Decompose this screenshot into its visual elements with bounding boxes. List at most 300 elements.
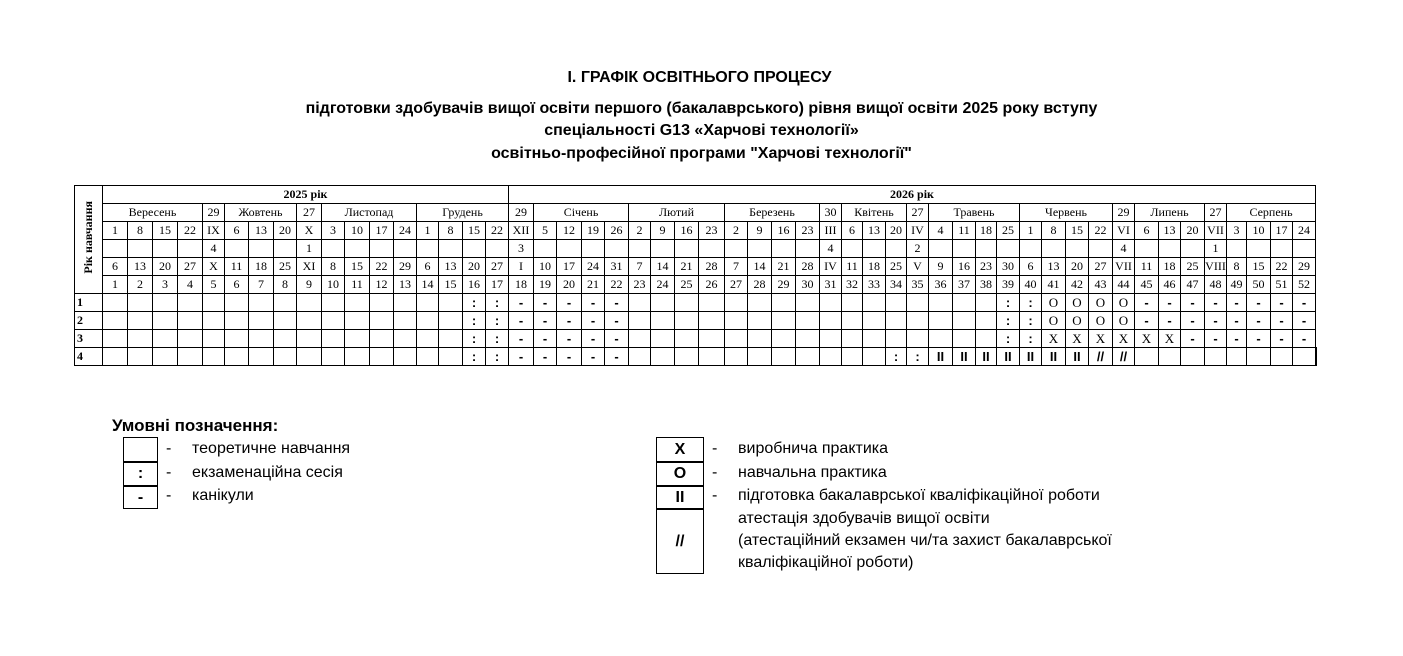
schedule-cell: - xyxy=(1293,312,1316,330)
week-end-day: 8 xyxy=(322,258,345,276)
week-number: 17 xyxy=(486,276,509,294)
month-transition-day: 30 xyxy=(820,204,842,222)
week-transition-days xyxy=(486,240,509,258)
schedule-cell: : xyxy=(1020,294,1042,312)
year-2026: 2026 рік xyxy=(509,186,1316,204)
week-number: 35 xyxy=(907,276,929,294)
schedule-cell xyxy=(128,312,153,330)
schedule-cell xyxy=(394,294,417,312)
month-name: Травень xyxy=(929,204,1020,222)
schedule-cell xyxy=(439,330,463,348)
schedule-cell xyxy=(675,330,699,348)
schedule-cell: - xyxy=(1271,330,1293,348)
week-transition-days xyxy=(886,240,907,258)
schedule-cell: - xyxy=(509,330,534,348)
week-start-day: 4 xyxy=(929,222,953,240)
schedule-cell xyxy=(417,312,439,330)
schedule-cell: X xyxy=(1042,330,1066,348)
schedule-cell: : xyxy=(1020,312,1042,330)
legend-symbol-training: О xyxy=(656,462,704,486)
week-start-day: 9 xyxy=(748,222,772,240)
week-start-day: 1 xyxy=(1020,222,1042,240)
week-number: 30 xyxy=(796,276,820,294)
week-transition-days xyxy=(929,240,953,258)
schedule-cell xyxy=(796,348,820,366)
schedule-cell xyxy=(225,348,249,366)
schedule-cell xyxy=(1293,348,1316,366)
week-transition-days xyxy=(417,240,439,258)
schedule-cell: II xyxy=(1020,348,1042,366)
schedule-cell xyxy=(1159,348,1181,366)
week-number: 28 xyxy=(748,276,772,294)
week-start-day: X xyxy=(297,222,322,240)
schedule-cell xyxy=(651,348,675,366)
schedule-cell xyxy=(796,312,820,330)
week-number: 3 xyxy=(153,276,178,294)
study-year-label: 2 xyxy=(75,312,103,330)
week-start-day: 6 xyxy=(225,222,249,240)
week-start-day: 18 xyxy=(976,222,997,240)
week-transition-days: 4 xyxy=(203,240,225,258)
week-number: 21 xyxy=(582,276,605,294)
week-end-day: 10 xyxy=(534,258,557,276)
week-transition-days: 1 xyxy=(297,240,322,258)
legend-text-attestation-detail-end: кваліфікаційної роботи) xyxy=(738,554,914,571)
schedule-cell xyxy=(796,330,820,348)
study-year-label: 1 xyxy=(75,294,103,312)
schedule-cell xyxy=(675,348,699,366)
schedule-cell xyxy=(651,330,675,348)
week-transition-days: 4 xyxy=(820,240,842,258)
week-number: 7 xyxy=(249,276,274,294)
row-header-label: Рік навчання xyxy=(81,201,95,274)
week-number: 18 xyxy=(509,276,534,294)
schedule-cell xyxy=(249,312,274,330)
week-number: 5 xyxy=(203,276,225,294)
schedule-cell: - xyxy=(557,294,582,312)
week-transition-days xyxy=(699,240,725,258)
schedule-cell xyxy=(203,294,225,312)
schedule-cell xyxy=(417,330,439,348)
week-transition-days xyxy=(463,240,486,258)
schedule-cell xyxy=(225,294,249,312)
schedule-cell xyxy=(1135,348,1159,366)
week-transition-days xyxy=(153,240,178,258)
schedule-cell: : xyxy=(1020,330,1042,348)
month-transition-day: 29 xyxy=(1113,204,1135,222)
schedule-cell xyxy=(249,348,274,366)
schedule-cell: - xyxy=(557,330,582,348)
week-end-day: 7 xyxy=(629,258,651,276)
week-transition-days xyxy=(725,240,748,258)
schedule-cell: - xyxy=(1271,312,1293,330)
legend-text-training: навчальна практика xyxy=(738,464,887,481)
subtitle-level: підготовки здобувачів вищої освіти першого (бакалаврського) рівня вищої освіти 2025 року вступу xyxy=(305,100,1098,117)
week-end-day: 11 xyxy=(225,258,249,276)
week-start-day: 10 xyxy=(1247,222,1271,240)
week-number: 49 xyxy=(1227,276,1247,294)
schedule-cell: - xyxy=(582,294,605,312)
schedule-cell xyxy=(103,294,128,312)
week-end-day: 31 xyxy=(605,258,629,276)
schedule-cell: - xyxy=(1293,330,1316,348)
week-start-day: 22 xyxy=(1089,222,1113,240)
week-number: 24 xyxy=(651,276,675,294)
schedule-cell xyxy=(772,312,796,330)
schedule-cell xyxy=(863,312,886,330)
schedule-cell: : xyxy=(997,294,1020,312)
week-end-day: 7 xyxy=(725,258,748,276)
month-name: Жовтень xyxy=(225,204,297,222)
month-name: Червень xyxy=(1020,204,1113,222)
week-end-day: 11 xyxy=(842,258,863,276)
week-number: 44 xyxy=(1113,276,1135,294)
month-transition-day: 27 xyxy=(907,204,929,222)
week-start-day: 8 xyxy=(439,222,463,240)
schedule-cell: : xyxy=(463,348,486,366)
schedule-cell xyxy=(153,348,178,366)
schedule-cell xyxy=(322,330,345,348)
week-end-day: 6 xyxy=(1020,258,1042,276)
week-end-day: VIII xyxy=(1205,258,1227,276)
week-transition-days: 1 xyxy=(1205,240,1227,258)
schedule-cell xyxy=(1205,348,1227,366)
week-start-day: 8 xyxy=(128,222,153,240)
schedule-cell xyxy=(863,330,886,348)
week-transition-days xyxy=(1135,240,1159,258)
week-end-day: V xyxy=(907,258,929,276)
schedule-cell xyxy=(103,330,128,348)
schedule-cell: O xyxy=(1113,294,1135,312)
schedule-cell: : xyxy=(997,312,1020,330)
schedule-cell: - xyxy=(534,348,557,366)
week-end-day: 21 xyxy=(675,258,699,276)
month-name: Липень xyxy=(1135,204,1205,222)
week-end-day: 17 xyxy=(557,258,582,276)
week-number: 47 xyxy=(1181,276,1205,294)
week-end-day: 11 xyxy=(1135,258,1159,276)
week-transition-days xyxy=(103,240,128,258)
week-start-day: 5 xyxy=(534,222,557,240)
week-end-day: 27 xyxy=(178,258,203,276)
schedule-cell: O xyxy=(1089,294,1113,312)
week-start-day: 3 xyxy=(322,222,345,240)
schedule-cell: - xyxy=(1181,312,1205,330)
week-start-day: 20 xyxy=(886,222,907,240)
schedule-cell xyxy=(417,294,439,312)
week-number: 36 xyxy=(929,276,953,294)
schedule-cell: - xyxy=(582,312,605,330)
schedule-cell xyxy=(297,294,322,312)
week-number: 39 xyxy=(997,276,1020,294)
week-number: 20 xyxy=(557,276,582,294)
week-end-day: IV xyxy=(820,258,842,276)
week-transition-days xyxy=(675,240,699,258)
schedule-cell: - xyxy=(582,348,605,366)
legend-dash: - xyxy=(712,440,718,457)
week-start-day: 2 xyxy=(629,222,651,240)
week-end-day: 13 xyxy=(128,258,153,276)
schedule-cell xyxy=(153,330,178,348)
week-transition-days xyxy=(1247,240,1271,258)
schedule-cell xyxy=(249,294,274,312)
legend-text-theory: теоретичне навчання xyxy=(192,440,351,457)
schedule-cell: O xyxy=(1066,294,1089,312)
month-transition-day: 29 xyxy=(203,204,225,222)
schedule-cell: - xyxy=(1247,294,1271,312)
legend-dash: - xyxy=(712,464,718,481)
week-end-day: 6 xyxy=(103,258,128,276)
schedule-table xyxy=(74,185,1317,366)
schedule-cell xyxy=(203,312,225,330)
schedule-cell: - xyxy=(557,312,582,330)
schedule-cell xyxy=(297,330,322,348)
week-start-day: 1 xyxy=(103,222,128,240)
month-name: Березень xyxy=(725,204,820,222)
schedule-cell: : xyxy=(463,294,486,312)
schedule-cell xyxy=(370,330,394,348)
week-number: 12 xyxy=(370,276,394,294)
schedule-cell: - xyxy=(605,294,629,312)
month-name: Січень xyxy=(534,204,629,222)
week-end-day: 23 xyxy=(976,258,997,276)
month-transition-day: 29 xyxy=(509,204,534,222)
week-start-day: 16 xyxy=(772,222,796,240)
schedule-cell xyxy=(203,348,225,366)
week-end-day: 16 xyxy=(953,258,976,276)
week-transition-days: 3 xyxy=(509,240,534,258)
schedule-cell xyxy=(439,348,463,366)
schedule-cell xyxy=(748,348,772,366)
schedule-cell: X xyxy=(1066,330,1089,348)
week-transition-days xyxy=(1181,240,1205,258)
legend-symbol-theory xyxy=(123,437,158,462)
week-start-day: 19 xyxy=(582,222,605,240)
schedule-cell: II xyxy=(976,348,997,366)
schedule-cell: : xyxy=(463,330,486,348)
schedule-cell: - xyxy=(509,294,534,312)
schedule-cell: - xyxy=(1227,312,1247,330)
week-number: 45 xyxy=(1135,276,1159,294)
week-number: 10 xyxy=(322,276,345,294)
week-end-day: 9 xyxy=(929,258,953,276)
week-start-day: 15 xyxy=(463,222,486,240)
study-year-label: 4 xyxy=(75,348,103,366)
week-number: 29 xyxy=(772,276,796,294)
schedule-cell: II xyxy=(1066,348,1089,366)
week-number: 42 xyxy=(1066,276,1089,294)
week-number: 32 xyxy=(842,276,863,294)
week-end-day: VII xyxy=(1113,258,1135,276)
week-start-day: IX xyxy=(203,222,225,240)
month-name: Вересень xyxy=(103,204,203,222)
week-number: 1 xyxy=(103,276,128,294)
schedule-cell: - xyxy=(1181,294,1205,312)
week-number: 48 xyxy=(1205,276,1227,294)
week-end-day: 14 xyxy=(748,258,772,276)
week-start-day: 13 xyxy=(249,222,274,240)
week-start-day: XII xyxy=(509,222,534,240)
week-end-day: 21 xyxy=(772,258,796,276)
week-end-day: 18 xyxy=(249,258,274,276)
week-start-day: 15 xyxy=(1066,222,1089,240)
schedule-cell xyxy=(699,294,725,312)
schedule-cell xyxy=(1316,348,1317,366)
week-start-day: 20 xyxy=(274,222,297,240)
year-2025: 2025 рік xyxy=(103,186,509,204)
month-name: Лютий xyxy=(629,204,725,222)
schedule-cell: II xyxy=(997,348,1020,366)
week-transition-days xyxy=(953,240,976,258)
schedule-cell: X xyxy=(1113,330,1135,348)
schedule-cell xyxy=(225,330,249,348)
schedule-cell: - xyxy=(1271,294,1293,312)
week-transition-days xyxy=(1066,240,1089,258)
schedule-cell xyxy=(863,348,886,366)
week-number: 15 xyxy=(439,276,463,294)
schedule-cell xyxy=(128,330,153,348)
week-number: 40 xyxy=(1020,276,1042,294)
schedule-cell xyxy=(886,330,907,348)
schedule-cell xyxy=(345,294,370,312)
schedule-cell xyxy=(439,312,463,330)
schedule-cell xyxy=(1271,348,1293,366)
schedule-cell xyxy=(953,330,976,348)
schedule-cell xyxy=(178,294,203,312)
week-transition-days xyxy=(274,240,297,258)
week-start-day: 20 xyxy=(1181,222,1205,240)
schedule-cell xyxy=(394,348,417,366)
legend-title: Умовні позначення: xyxy=(112,416,279,435)
schedule-cell: - xyxy=(1227,330,1247,348)
schedule-cell xyxy=(976,330,997,348)
schedule-cell xyxy=(128,348,153,366)
legend-text-holidays: канікули xyxy=(192,487,254,504)
week-number: 8 xyxy=(274,276,297,294)
schedule-cell xyxy=(842,294,863,312)
week-transition-days xyxy=(976,240,997,258)
schedule-cell: : xyxy=(907,348,929,366)
legend-text-exam: екзаменаційна сесія xyxy=(192,464,343,481)
schedule-cell xyxy=(225,312,249,330)
week-transition-days xyxy=(651,240,675,258)
week-number: 31 xyxy=(820,276,842,294)
week-transition-days xyxy=(629,240,651,258)
week-end-day: 13 xyxy=(1042,258,1066,276)
subtitle-specialty: спеціальності G13 «Харчові технології» xyxy=(544,122,859,139)
week-end-day: 18 xyxy=(863,258,886,276)
schedule-cell xyxy=(725,330,748,348)
week-transition-days xyxy=(1020,240,1042,258)
week-start-day: 17 xyxy=(370,222,394,240)
week-transition-days xyxy=(997,240,1020,258)
schedule-cell xyxy=(322,294,345,312)
week-end-day: 18 xyxy=(1159,258,1181,276)
schedule-cell: - xyxy=(557,348,582,366)
week-end-day: 20 xyxy=(153,258,178,276)
week-number: 37 xyxy=(953,276,976,294)
schedule-cell: - xyxy=(1181,330,1205,348)
schedule-cell: : xyxy=(463,312,486,330)
week-end-day: 8 xyxy=(1227,258,1247,276)
week-transition-days xyxy=(1159,240,1181,258)
week-transition-days xyxy=(394,240,417,258)
week-transition-days xyxy=(128,240,153,258)
week-start-day: 25 xyxy=(997,222,1020,240)
week-number: 43 xyxy=(1089,276,1113,294)
schedule-cell: // xyxy=(1113,348,1135,366)
week-transition-days xyxy=(748,240,772,258)
schedule-cell xyxy=(1247,348,1271,366)
schedule-cell xyxy=(796,294,820,312)
week-start-day: 6 xyxy=(842,222,863,240)
week-number: 46 xyxy=(1159,276,1181,294)
schedule-cell: - xyxy=(582,330,605,348)
schedule-cell xyxy=(274,330,297,348)
week-end-day: 27 xyxy=(486,258,509,276)
schedule-cell xyxy=(820,312,842,330)
legend-symbol-exam: : xyxy=(123,462,158,486)
week-end-day: 30 xyxy=(997,258,1020,276)
schedule-cell xyxy=(842,312,863,330)
schedule-cell xyxy=(675,294,699,312)
schedule-cell xyxy=(203,330,225,348)
schedule-cell: - xyxy=(534,294,557,312)
schedule-cell xyxy=(842,330,863,348)
schedule-cell xyxy=(629,330,651,348)
schedule-cell: - xyxy=(605,312,629,330)
week-number: 25 xyxy=(675,276,699,294)
week-start-day: 13 xyxy=(863,222,886,240)
week-start-day: 3 xyxy=(1227,222,1247,240)
schedule-cell: // xyxy=(1089,348,1113,366)
legend-dash: - xyxy=(166,487,172,504)
week-start-day: IV xyxy=(907,222,929,240)
schedule-cell xyxy=(417,348,439,366)
week-number: 23 xyxy=(629,276,651,294)
week-transition-days xyxy=(1042,240,1066,258)
row-header-cell xyxy=(75,186,103,294)
schedule-cell xyxy=(953,312,976,330)
schedule-cell: X xyxy=(1135,330,1159,348)
week-end-day: 14 xyxy=(651,258,675,276)
week-number: 41 xyxy=(1042,276,1066,294)
week-number: 52 xyxy=(1293,276,1316,294)
schedule-cell xyxy=(178,312,203,330)
week-start-day: 10 xyxy=(345,222,370,240)
schedule-cell xyxy=(675,312,699,330)
schedule-cell: : xyxy=(486,294,509,312)
week-number: 33 xyxy=(863,276,886,294)
schedule-cell xyxy=(772,330,796,348)
week-start-day: III xyxy=(820,222,842,240)
schedule-cell: - xyxy=(1227,294,1247,312)
week-number: 50 xyxy=(1247,276,1271,294)
week-number: 34 xyxy=(886,276,907,294)
schedule-cell xyxy=(1181,348,1205,366)
week-end-day: 20 xyxy=(1066,258,1089,276)
month-name: Листопад xyxy=(322,204,417,222)
week-start-day: 22 xyxy=(486,222,509,240)
schedule-cell: : xyxy=(486,330,509,348)
schedule-cell xyxy=(128,294,153,312)
schedule-cell: - xyxy=(534,312,557,330)
month-name: Грудень xyxy=(417,204,509,222)
week-end-day: 27 xyxy=(1089,258,1113,276)
page-title: I. ГРАФІК ОСВІТНЬОГО ПРОЦЕСУ xyxy=(567,69,832,86)
week-number: 38 xyxy=(976,276,997,294)
schedule-cell xyxy=(976,312,997,330)
